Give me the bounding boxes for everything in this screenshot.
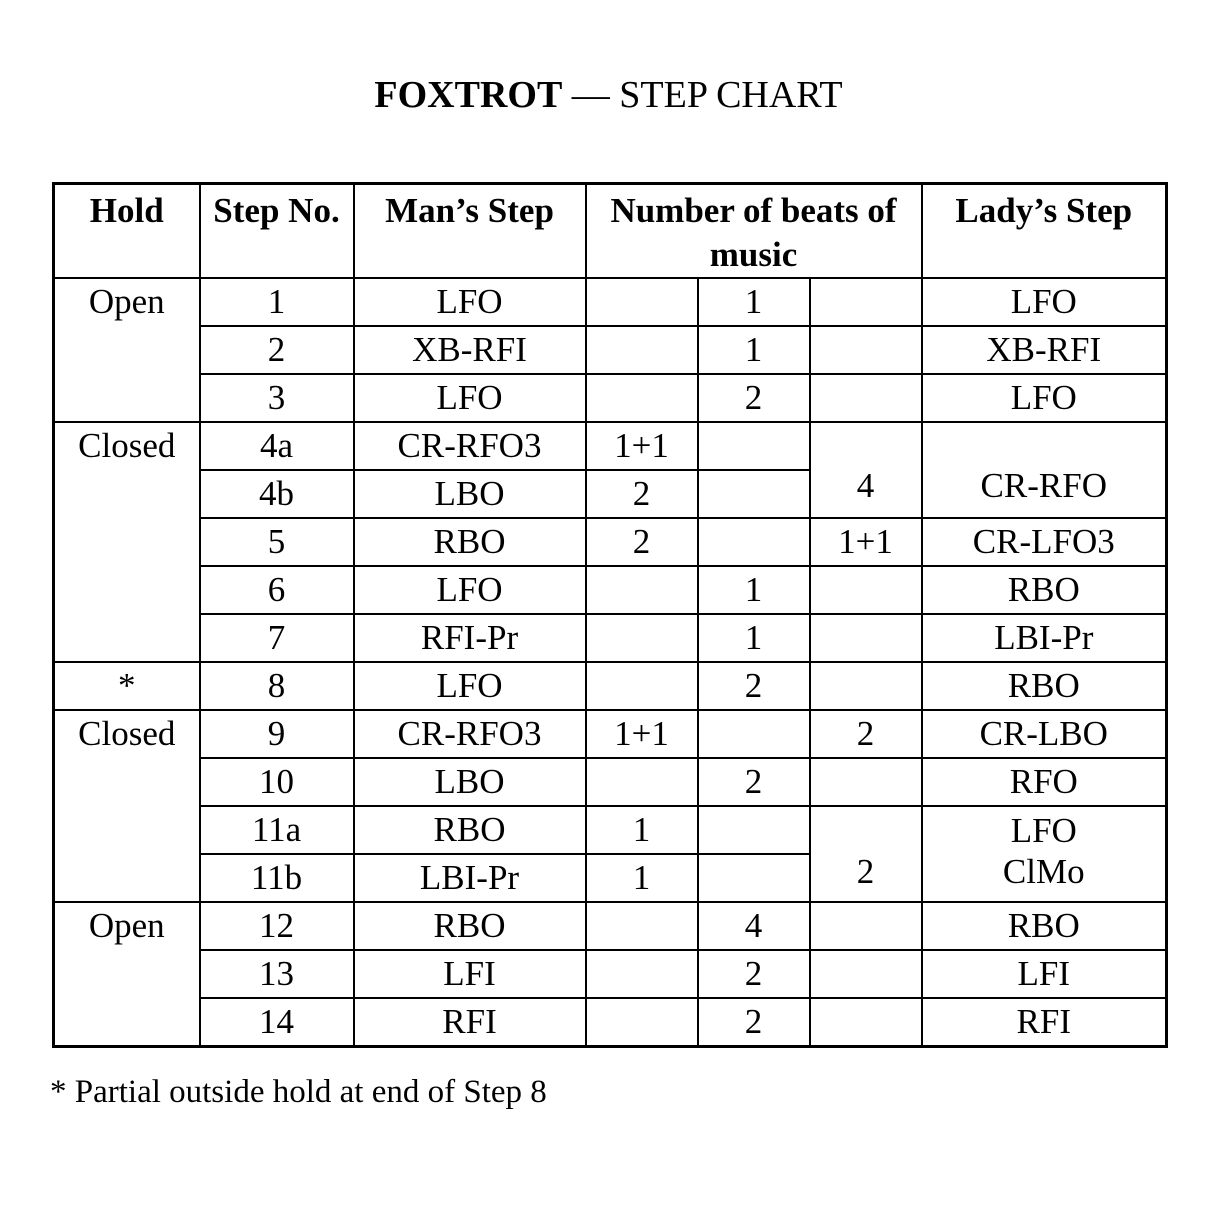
mans-step-cell: LBO: [354, 758, 586, 806]
step-chart-table: [52, 182, 1168, 1048]
hold-cell: Closed: [54, 422, 200, 662]
step-no-cell: 9: [200, 710, 354, 758]
beats-col3-cell: [810, 950, 922, 998]
beats-col1-cell: 1+1: [586, 422, 698, 470]
header-mans-step: Man’s Step: [354, 184, 586, 279]
beats-col1-cell: [586, 950, 698, 998]
mans-step-cell: LFO: [354, 278, 586, 326]
header-hold: Hold: [54, 184, 200, 279]
mans-step-cell: LFO: [354, 662, 586, 710]
hold-cell: Open: [54, 278, 200, 422]
header-row: [54, 184, 1167, 279]
mans-step-cell: LFO: [354, 566, 586, 614]
header-step-no: Step No.: [200, 184, 354, 279]
table-row: [54, 902, 1167, 950]
beats-col3-cell: 4: [810, 470, 922, 518]
step-no-cell: 1: [200, 278, 354, 326]
beats-col2-cell: 1: [698, 278, 810, 326]
step-no-cell: 10: [200, 758, 354, 806]
step-no-cell: 4b: [200, 470, 354, 518]
table-row: [54, 326, 1167, 374]
header-beats: Number of beats of music: [586, 184, 922, 279]
step-no-cell: 12: [200, 902, 354, 950]
ladys-step-cell: LFI: [922, 950, 1167, 998]
beats-col2-cell: [698, 710, 810, 758]
ladys-step-cell: LFO: [922, 374, 1167, 422]
beats-col3-cell: [810, 566, 922, 614]
mans-step-cell: LBI-Pr: [354, 854, 586, 902]
beats-col1-cell: [586, 614, 698, 662]
table-row: [54, 806, 1167, 854]
ladys-step-cell: RBO: [922, 902, 1167, 950]
beats-col2-cell: 2: [698, 374, 810, 422]
beats-col3-cell: [810, 662, 922, 710]
beats-col1-cell: [586, 662, 698, 710]
beats-col3-cell: [810, 806, 922, 854]
ladys-step-cell: LBI-Pr: [922, 614, 1167, 662]
table-row: [54, 758, 1167, 806]
step-no-cell: 14: [200, 998, 354, 1047]
beats-col3-cell: 2: [810, 854, 922, 902]
step-no-cell: 7: [200, 614, 354, 662]
mans-step-cell: LFI: [354, 950, 586, 998]
beats-col2-cell: 2: [698, 662, 810, 710]
page-title: [0, 72, 1217, 118]
beats-col3-cell: [810, 998, 922, 1047]
ladys-step-cell: LFO: [922, 278, 1167, 326]
table-row: [54, 518, 1167, 566]
beats-col1-cell: [586, 374, 698, 422]
ladys-step-cell: CR-RFO: [922, 470, 1167, 518]
step-no-cell: 6: [200, 566, 354, 614]
beats-col3-cell: [810, 326, 922, 374]
beats-col1-cell: [586, 902, 698, 950]
mans-step-cell: RFI: [354, 998, 586, 1047]
beats-col3-cell: [810, 902, 922, 950]
ladys-step-cell: RFO: [922, 758, 1167, 806]
step-no-cell: 3: [200, 374, 354, 422]
step-no-cell: 5: [200, 518, 354, 566]
beats-col1-cell: 1: [586, 806, 698, 854]
mans-step-cell: XB-RFI: [354, 326, 586, 374]
table-row: [54, 566, 1167, 614]
ladys-step-cell: [922, 422, 1167, 470]
step-no-cell: 11b: [200, 854, 354, 902]
ladys-step-cell: RFI: [922, 998, 1167, 1047]
ladys-step-cell: XB-RFI: [922, 326, 1167, 374]
beats-col2-cell: 4: [698, 902, 810, 950]
ladys-step-cell: CR-LBO: [922, 710, 1167, 758]
header-ladys-step: Lady’s Step: [922, 184, 1167, 279]
table-row: [54, 950, 1167, 998]
beats-col2-cell: 1: [698, 566, 810, 614]
beats-col3-cell: 1+1: [810, 518, 922, 566]
beats-col2-cell: [698, 854, 810, 902]
beats-col1-cell: [586, 326, 698, 374]
title-subtitle: — STEP CHART: [571, 74, 843, 116]
mans-step-cell: RFI-Pr: [354, 614, 586, 662]
mans-step-cell: LBO: [354, 470, 586, 518]
beats-col2-cell: 1: [698, 614, 810, 662]
beats-col2-cell: 2: [698, 950, 810, 998]
beats-col3-cell: 2: [810, 710, 922, 758]
mans-step-cell: RBO: [354, 518, 586, 566]
hold-cell: *: [54, 662, 200, 710]
ladys-step-cell: LFO: [922, 806, 1167, 854]
hold-cell: Open: [54, 902, 200, 1047]
beats-col3-cell: [810, 374, 922, 422]
mans-step-cell: LFO: [354, 374, 586, 422]
table-row: [54, 854, 1167, 902]
beats-col3-cell: [810, 278, 922, 326]
beats-col1-cell: [586, 566, 698, 614]
mans-step-cell: CR-RFO3: [354, 710, 586, 758]
ladys-step-cell: RBO: [922, 566, 1167, 614]
title-dance-name: FOXTROT: [374, 74, 563, 116]
ladys-step-cell: CR-LFO3: [922, 518, 1167, 566]
step-no-cell: 4a: [200, 422, 354, 470]
beats-col1-cell: 1+1: [586, 710, 698, 758]
step-no-cell: 13: [200, 950, 354, 998]
table-row: [54, 662, 1167, 710]
table-row: [54, 614, 1167, 662]
beats-col3-cell: [810, 758, 922, 806]
mans-step-cell: RBO: [354, 902, 586, 950]
beats-col2-cell: [698, 518, 810, 566]
beats-col2-cell: 2: [698, 758, 810, 806]
beats-col2-cell: 1: [698, 326, 810, 374]
beats-col2-cell: 2: [698, 998, 810, 1047]
table-row: [54, 998, 1167, 1047]
ladys-step-cell: RBO: [922, 662, 1167, 710]
table-row: [54, 470, 1167, 518]
beats-col2-cell: [698, 422, 810, 470]
beats-col2-cell: [698, 806, 810, 854]
beats-col3-cell: [810, 614, 922, 662]
ladys-step-cell: ClMo: [922, 854, 1167, 902]
step-no-cell: 11a: [200, 806, 354, 854]
table-row: [54, 374, 1167, 422]
table-row: [54, 710, 1167, 758]
mans-step-cell: RBO: [354, 806, 586, 854]
step-no-cell: 8: [200, 662, 354, 710]
beats-col1-cell: [586, 998, 698, 1047]
step-no-cell: 2: [200, 326, 354, 374]
beats-col1-cell: [586, 278, 698, 326]
table-row: [54, 422, 1167, 470]
footnote: * Partial outside hold at end of Step 8: [50, 1074, 547, 1110]
beats-col3-cell: [810, 422, 922, 470]
mans-step-cell: CR-RFO3: [354, 422, 586, 470]
beats-col2-cell: [698, 470, 810, 518]
beats-col1-cell: 2: [586, 470, 698, 518]
beats-col1-cell: [586, 758, 698, 806]
beats-col1-cell: 1: [586, 854, 698, 902]
hold-cell: Closed: [54, 710, 200, 902]
table-row: [54, 278, 1167, 326]
beats-col1-cell: 2: [586, 518, 698, 566]
